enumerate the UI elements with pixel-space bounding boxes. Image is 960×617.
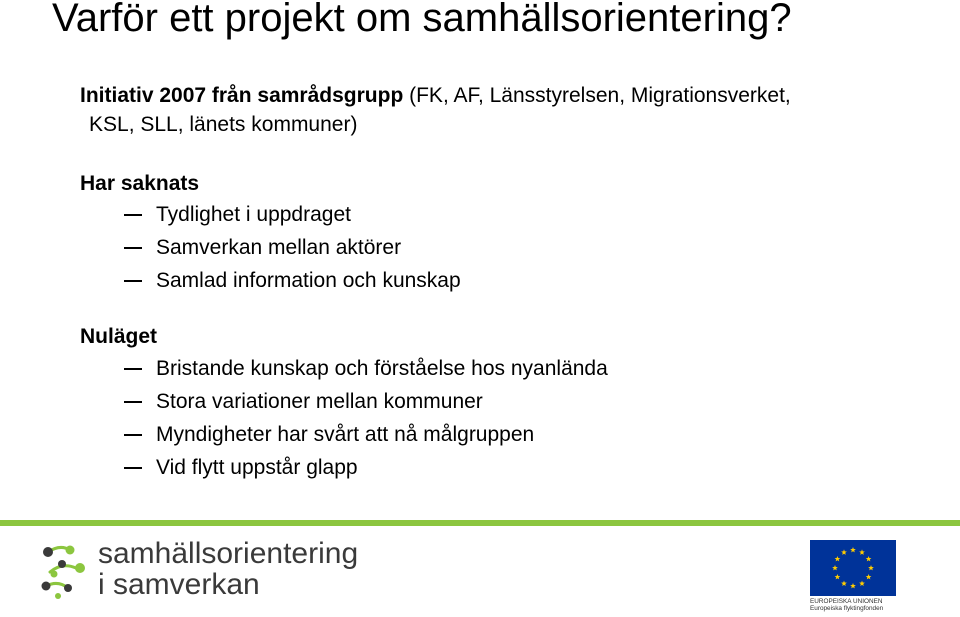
- intro-text: [80, 81, 940, 139]
- intro-rest: (FK, AF, Länsstyrelsen, Migrationsverket,: [403, 84, 791, 107]
- dash-bullet: [124, 401, 142, 403]
- footer-divider: [0, 520, 960, 526]
- list-item-text: Samverkan mellan aktörer: [156, 236, 402, 259]
- eu-emblem: [810, 540, 900, 615]
- logo-wordmark: [98, 538, 358, 600]
- dash-bullet: [124, 280, 142, 282]
- eu-flag-icon: [810, 540, 896, 596]
- slide-title: Varför ett projekt om samhällsorientering?: [52, 0, 792, 40]
- list-item-text: Stora variationer mellan kommuner: [156, 390, 483, 413]
- list-item-text: Vid flytt uppstår glapp: [156, 456, 358, 479]
- samhallsorientering-logo: [40, 538, 460, 608]
- dash-bullet: [124, 434, 142, 436]
- intro-bold: Initiativ 2007 från samrådsgrupp: [80, 84, 404, 107]
- logo-line-2: i samverkan: [98, 568, 260, 601]
- dash-bullet: [124, 214, 142, 216]
- intro-line2: KSL, SLL, länets kommuner): [89, 113, 358, 136]
- list-item-text: Tydlighet i uppdraget: [156, 203, 351, 226]
- eu-caption-line-2: Europeiska flyktingfonden: [810, 605, 884, 612]
- logo-line-1: samhällsorientering: [98, 537, 359, 570]
- section-heading-nulaget: Nuläget: [80, 325, 158, 348]
- dash-bullet: [124, 467, 142, 469]
- list-item-text: Samlad information och kunskap: [156, 269, 461, 292]
- eu-caption-line-1: EUROPEISKA UNIONEN: [810, 598, 883, 605]
- list-item-text: Bristande kunskap och förståelse hos nyanlända: [156, 357, 608, 380]
- network-dots-icon: [40, 538, 92, 600]
- eu-caption: [810, 598, 910, 612]
- dash-bullet: [124, 247, 142, 249]
- section-heading-har-saknats: Har saknats: [80, 172, 200, 195]
- dash-bullet: [124, 368, 142, 370]
- list-item-text: Myndigheter har svårt att nå målgruppen: [156, 423, 535, 446]
